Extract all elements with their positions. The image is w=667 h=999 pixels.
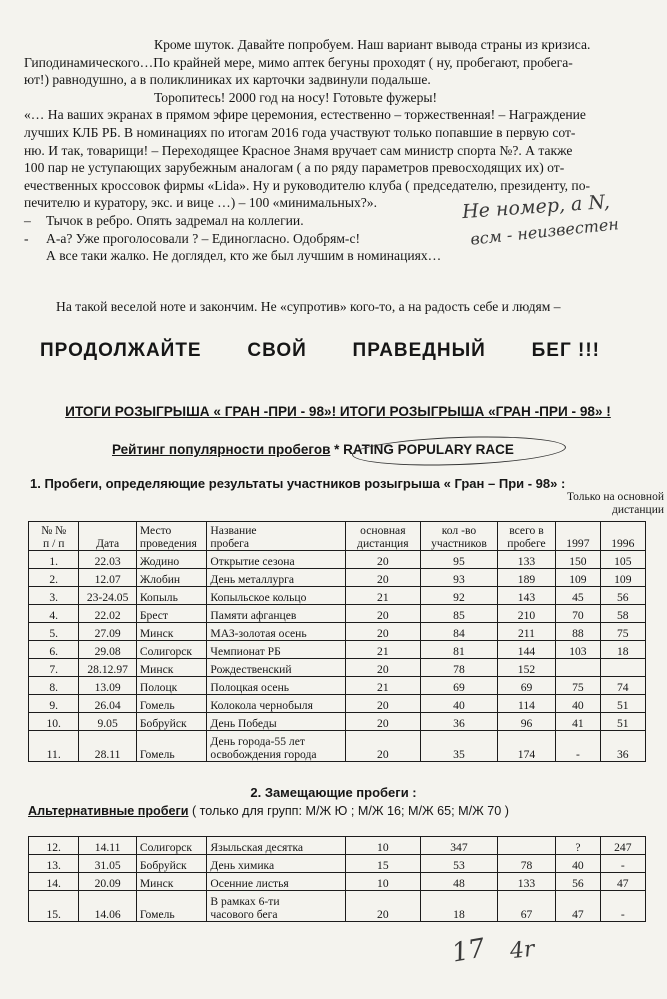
handwritten-sum: 4r [508,936,536,965]
table-cell: Копыль [136,587,207,605]
table-cell: 13.09 [79,677,136,695]
table-cell: 8. [29,677,79,695]
table-cell: 70 [556,605,600,623]
table-cell: 13. [29,855,79,873]
table-cell: 4. [29,605,79,623]
table-cell: 15 [345,855,421,873]
table-cell: 81 [421,641,498,659]
table-cell: 1. [29,551,79,569]
table-cell: 12.07 [79,569,136,587]
table-cell: 40 [556,695,600,713]
table-cell: 20.09 [79,873,136,891]
table-cell: 109 [600,569,645,587]
table-cell: 28.12.97 [79,659,136,677]
table-cell: 14.06 [79,891,136,922]
table-cell: Жлобин [136,569,207,587]
text-line: Тычок в ребро. Опять задремал на коллегии. [46,212,304,228]
table-cell: 247 [600,837,645,855]
table-cell: 133 [497,873,555,891]
table-cell: 51 [600,713,645,731]
table-cell: 35 [421,731,498,762]
table-cell: День металлурга [207,569,345,587]
column-header: Место проведения [136,522,207,551]
table-cell: 28.11 [79,731,136,762]
table-cell: 14. [29,873,79,891]
table-cell: 15. [29,891,79,922]
table-cell: 347 [421,837,498,855]
column-header: № № п / п [29,522,79,551]
table-cell: ? [556,837,600,855]
table-cell: 109 [556,569,600,587]
table-cell: Гомель [136,695,207,713]
section2-heading: 2. Замещающие пробеги : [250,785,417,800]
table-cell: 69 [421,677,498,695]
table-cell: Чемпионат РБ [207,641,345,659]
call-word: БЕГ !!! [531,340,600,361]
table-cell: 92 [421,587,498,605]
table-cell: 9. [29,695,79,713]
table-cell: Колокола чернобыля [207,695,345,713]
rating-title-ru: Рейтинг популярности пробегов [112,442,331,457]
table-cell: Жодино [136,551,207,569]
table-cell: Полоцк [136,677,207,695]
table-cell: Осенние листья [207,873,345,891]
dash-marker: – [24,212,31,228]
table-cell [600,659,645,677]
table-cell: День химика [207,855,345,873]
table-cell: Брест [136,605,207,623]
table-cell: 23-24.05 [79,587,136,605]
table-cell: 51 [600,695,645,713]
table-cell: 74 [600,677,645,695]
table-cell: 56 [556,873,600,891]
table-cell: 12. [29,837,79,855]
text-line: Торопитесь! 2000 год на носу! Готовьте фужеры! [154,89,438,105]
table-cell: 36 [421,713,498,731]
text-line: Гиподинамического…По крайней мере, мимо аптек бегуны проходят ( ну, пробегают, пробега- [24,54,573,70]
table-cell: Солигорск [136,641,207,659]
alternative-races-heading [28,804,509,818]
table-cell: 20 [345,891,421,922]
table-cell: 20 [345,659,421,677]
table-cell: 7. [29,659,79,677]
handdrawn-oval [352,433,567,468]
table-row [29,605,646,623]
section1-heading: 1. Пробеги, определяющие результаты участников розыгрыша « Гран – При - 98» : [30,476,566,491]
table-cell: Открытие сезона [207,551,345,569]
closing-line [56,298,561,316]
text-line: ечественных кроссовок фирмы «Lida». Ну и руководителю клуба ( председателю, президенту, по- [24,177,591,193]
results-table [28,521,646,762]
table-cell: 21 [345,587,421,605]
table-cell: 78 [421,659,498,677]
handwritten-note-line2: всм - неизвестен [469,214,620,249]
table-cell: Копыльское кольцо [207,587,345,605]
table-cell: 84 [421,623,498,641]
table-cell: 174 [497,731,555,762]
table-cell: Минск [136,659,207,677]
table-cell: 20 [345,605,421,623]
section1-note: Только на основной дистанции [566,491,664,516]
table-cell: 85 [421,605,498,623]
table-cell: Бобруйск [136,855,207,873]
table-cell: - [556,731,600,762]
handwritten-note-line1: Не номер, а N, [461,190,611,224]
table-cell: Солигорск [136,837,207,855]
table-cell: 48 [421,873,498,891]
table-cell: 114 [497,695,555,713]
table-row [29,873,646,891]
table-cell: 3. [29,587,79,605]
table-cell: 211 [497,623,555,641]
text-line: ню. И так, товарищи! – Переходящее Красное Знамя вручает сам министр спорта №?. А также [24,142,573,158]
table-cell: 133 [497,551,555,569]
table-row [29,713,646,731]
text-line: А все таки жалко. Не доглядел, кто же был лучшим в номинациях… [46,248,442,264]
table-cell: 31.05 [79,855,136,873]
text-line: А-а? Уже проголосовали ? – Единогласно. Одобрям-с! [46,230,361,246]
table-cell: 6. [29,641,79,659]
table-row [29,551,646,569]
text-line: лучших КЛБ РБ. В номинациях по итогам 2016 года участвуют только попавшие в первую сот- [24,124,576,140]
table-cell: 69 [497,677,555,695]
table-cell: 143 [497,587,555,605]
table-cell: 20 [345,731,421,762]
table-cell: 144 [497,641,555,659]
table-cell: 29.08 [79,641,136,659]
text-line: ют!) равнодушно, а в поликлиниках их карточки задвинули подальше. [24,72,431,88]
table-cell: 210 [497,605,555,623]
text-line: «… На ваших экранах в прямом эфире церемония, естественно – торжественная! – Награждение [24,107,586,123]
table-row [29,677,646,695]
table-cell [497,837,555,855]
table-cell: 105 [600,551,645,569]
table-cell: 40 [421,695,498,713]
table-cell: 41 [556,713,600,731]
column-header: всего в пробеге [497,522,555,551]
table-cell [556,659,600,677]
table-row [29,623,646,641]
table-cell: 56 [600,587,645,605]
table-row [29,855,646,873]
table-cell: 53 [421,855,498,873]
handwritten-count: 17 [449,933,488,969]
table-row [29,695,646,713]
table-cell: Полоцкая осень [207,677,345,695]
table-cell: 5. [29,623,79,641]
table-cell: Рождественский [207,659,345,677]
table-cell: 36 [600,731,645,762]
table-cell: МАЗ-золотая осень [207,623,345,641]
table-cell: 2. [29,569,79,587]
column-header: основная дистанция [345,522,421,551]
table-cell: 20 [345,695,421,713]
star-marker: * [334,442,340,457]
table-cell: 10 [345,873,421,891]
table-row [29,641,646,659]
table-cell: 78 [497,855,555,873]
table-row [29,587,646,605]
table-cell: 150 [556,551,600,569]
alt-heading-label: Альтернативные пробеги [28,804,189,818]
call-to-action [40,340,600,362]
table-cell: 88 [556,623,600,641]
table-cell: - [600,855,645,873]
table-cell: День Победы [207,713,345,731]
table-cell: 27.09 [79,623,136,641]
table-cell: Языльская десятка [207,837,345,855]
table-cell: 96 [497,713,555,731]
results-title: ИТОГИ РОЗЫГРЫША « ГРАН -ПРИ - 98»! ИТОГИ РОЗЫГРЫША «ГРАН -ПРИ - 98» ! [65,404,611,419]
table-row [29,659,646,677]
table-cell: 58 [600,605,645,623]
call-word: СВОЙ [247,340,307,361]
table-row [29,731,646,762]
call-word: ПРАВЕДНЫЙ [352,340,486,361]
table-cell: 47 [600,873,645,891]
table-row [29,837,646,855]
column-header: 1996 [600,522,645,551]
table-cell: 22.02 [79,605,136,623]
text-line: печителю и куратору, экс. и вице …) – 100 «минимальных?». [24,195,377,211]
column-header: кол -во участников [421,522,498,551]
table-cell: 11. [29,731,79,762]
table-cell: День города-55 лет освобождения города [207,731,345,762]
table-cell: Гомель [136,731,207,762]
dash-marker: - [24,230,29,246]
table-cell: 93 [421,569,498,587]
table-cell: 20 [345,623,421,641]
table-cell: 10. [29,713,79,731]
column-header: Дата [79,522,136,551]
table-cell: 67 [497,891,555,922]
text-line: На такой веселой ноте и закончим. Не «супротив» кого-то, а на радость себе и людям – [56,299,561,314]
column-header: Название пробега [207,522,345,551]
call-word: ПРОДОЛЖАЙТЕ [40,340,202,361]
table-cell: 20 [345,713,421,731]
table-cell: Гомель [136,891,207,922]
table-cell: 26.04 [79,695,136,713]
alt-heading-groups: ( только для групп: М/Ж Ю ; М/Ж 16; М/Ж 65; М/Ж 70 ) [188,804,509,818]
table-cell: Минск [136,623,207,641]
table-header-row [29,522,646,551]
alternative-table [28,836,646,922]
text-line: 100 пар не уступающих зарубежным аналогам ( а по ряду параметров превосходящих их) от- [24,160,565,176]
table-cell: 189 [497,569,555,587]
table-cell: 14.11 [79,837,136,855]
table-cell: Бобруйск [136,713,207,731]
table-cell: Минск [136,873,207,891]
table-cell: 75 [556,677,600,695]
table-cell: 47 [556,891,600,922]
table-cell: 21 [345,677,421,695]
table-cell: 22.03 [79,551,136,569]
table-cell: 45 [556,587,600,605]
table-cell: 18 [421,891,498,922]
table-cell: 21 [345,641,421,659]
table-row [29,569,646,587]
table-cell: 20 [345,551,421,569]
table-cell: 20 [345,569,421,587]
table-row [29,891,646,922]
table-cell: 103 [556,641,600,659]
text-line: Кроме шуток. Давайте попробуем. Наш вариант вывода страны из кризиса. [154,37,591,52]
table-cell: 152 [497,659,555,677]
table-cell: 18 [600,641,645,659]
table-cell: 9.05 [79,713,136,731]
table-cell: В рамках 6-ти часового бега [207,891,345,922]
table-cell: Памяти афганцев [207,605,345,623]
table-cell: 40 [556,855,600,873]
column-header: 1997 [556,522,600,551]
table-cell: 10 [345,837,421,855]
table-cell: - [600,891,645,922]
rating-title-en: RATING POPULARY RACE [343,442,514,457]
table-cell: 75 [600,623,645,641]
table-cell: 95 [421,551,498,569]
